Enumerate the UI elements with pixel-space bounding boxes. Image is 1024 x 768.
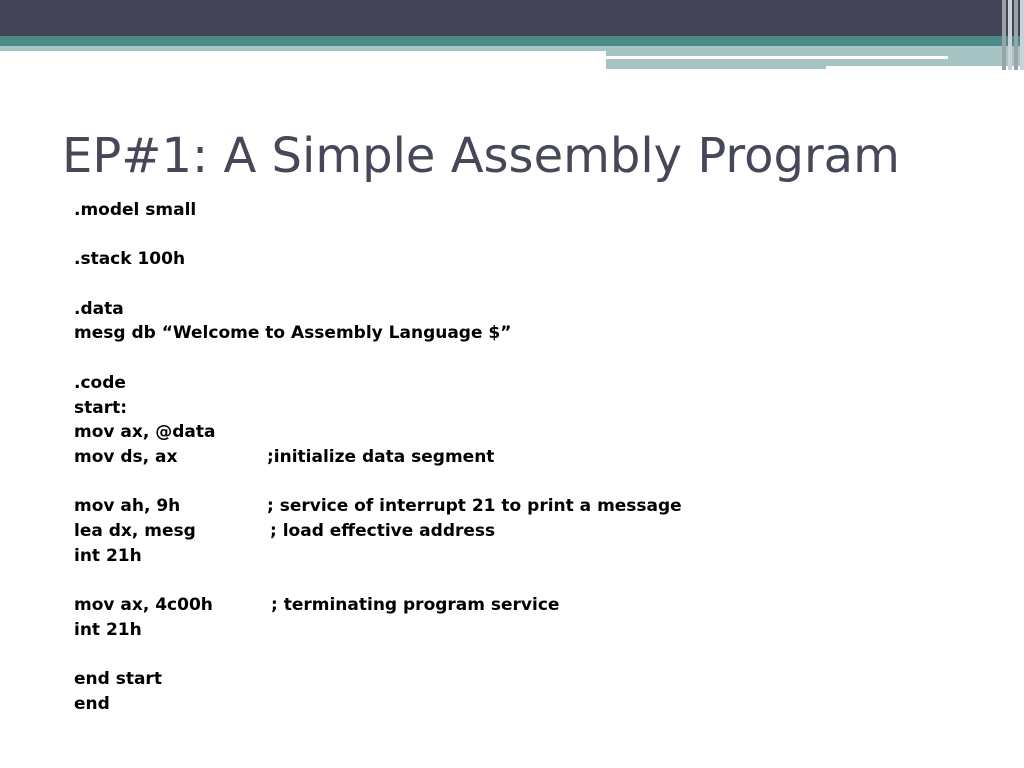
code-line <box>74 593 560 618</box>
code-line <box>74 470 511 495</box>
code-line <box>74 445 511 470</box>
code-comment: ; load effective address <box>270 520 496 541</box>
code-text: mov ax, 4c00h <box>74 595 213 615</box>
header-band-teal <box>0 36 1024 46</box>
code-line <box>74 346 511 371</box>
code-line <box>74 272 511 297</box>
code-comment: ; terminating program service <box>271 595 560 615</box>
code-line <box>74 198 511 223</box>
code-line <box>74 321 511 346</box>
code-text: mov ax, @data <box>74 422 216 443</box>
code-text: end start <box>74 669 162 690</box>
code-line <box>74 223 511 248</box>
code-line <box>74 371 511 396</box>
code-text: .model small <box>74 200 197 220</box>
code-comment: ;initialize data segment <box>267 446 495 467</box>
code-text: .data <box>74 298 124 319</box>
code-block <box>74 198 682 716</box>
code-line <box>74 247 511 272</box>
code-comment: ; service of interrupt 21 to print a message <box>267 496 682 517</box>
code-line <box>74 667 511 692</box>
code-text: mov ds, ax <box>74 446 178 467</box>
code-text: int 21h <box>74 545 142 566</box>
code-text: start: <box>74 397 128 418</box>
code-text: mesg db “Welcome to Assembly Language $” <box>74 323 512 344</box>
code-text: lea dx, mesg <box>74 520 196 541</box>
code-line <box>74 396 511 421</box>
header-edge-stripes <box>994 0 1024 70</box>
code-text: int 21h <box>74 619 142 640</box>
code-line <box>74 692 511 717</box>
code-line <box>74 568 511 593</box>
code-text: end <box>74 693 110 714</box>
code-text: mov ah, 9h <box>74 496 181 517</box>
slide-title: EP#1: A Simple Assembly Program <box>62 128 900 184</box>
code-line <box>74 544 511 569</box>
code-line <box>74 494 682 519</box>
code-text: .stack 100h <box>74 249 186 270</box>
code-line <box>74 519 511 544</box>
header-band-white-line <box>606 56 948 59</box>
code-line <box>74 297 511 322</box>
code-line <box>74 420 511 445</box>
header-band-light-left <box>0 46 606 51</box>
code-line <box>74 618 511 643</box>
header-band-thin <box>606 66 826 69</box>
header-band-dark <box>0 0 1024 36</box>
code-text: .code <box>74 372 126 393</box>
code-line <box>74 642 511 667</box>
